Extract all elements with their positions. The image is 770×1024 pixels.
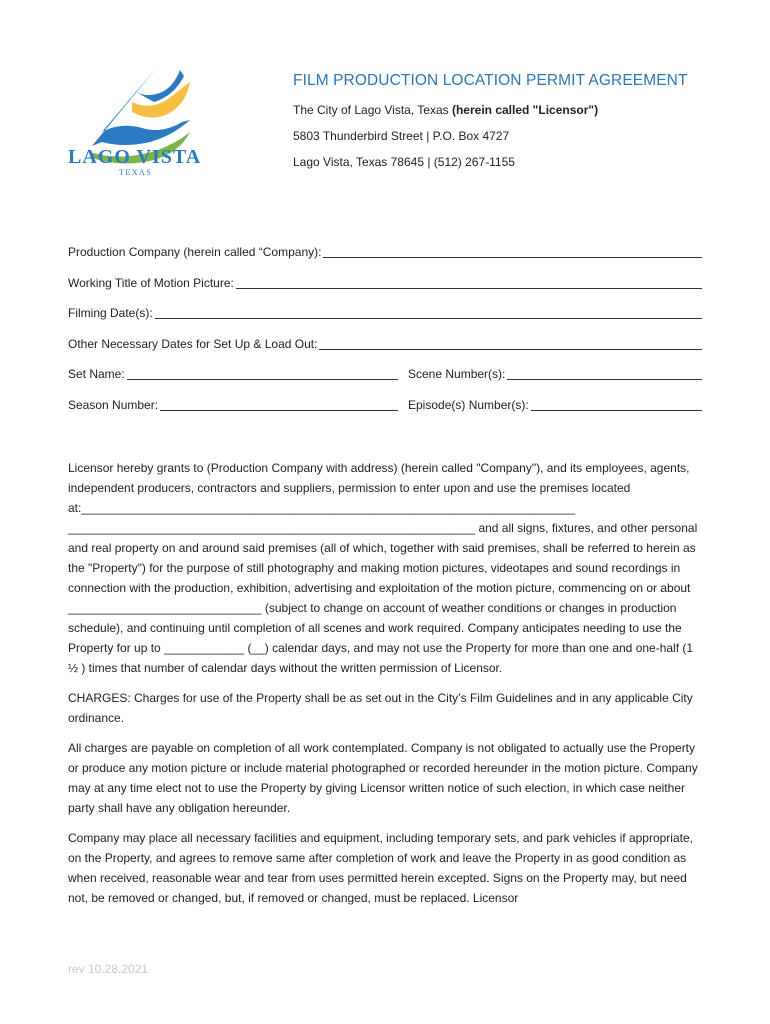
field-label: Filming Date(s): [68, 306, 153, 320]
field-label: Episode(s) Number(s): [408, 397, 529, 412]
city-phone-line: Lago Vista, Texas 78645 | (512) 267-1155 [293, 155, 515, 169]
charges-paragraph: CHARGES: Charges for use of the Property shall be as set out in the City’s Film Guidelines and in any applicable City ordinance. [68, 691, 693, 725]
field-label: Production Company (herein called “Company): [68, 245, 322, 259]
agreement-body [68, 458, 704, 918]
season-number-input[interactable] [160, 398, 398, 411]
working-title-input[interactable] [236, 276, 702, 289]
field-label: Season Number: [68, 397, 159, 412]
licensor-line [293, 103, 688, 117]
licensor-name: The City of Lago Vista, Texas [293, 103, 452, 117]
scene-numbers-input[interactable] [507, 367, 702, 380]
grant-paragraph: Licensor hereby grants to (Production Company with address) (herein called "Company"), and its employees, agents, independent producers, contractors and suppliers, permission to enter upon and use the premises located at:__________________________________________________________________________ _____________________________________________________________ and all signs, fixtures, and other personal and real property on and around said premises (all of which, together with said premises, shall be referred to herein as the "Property") for the purpose of still photography and making motion pictures, videotapes and sound recordings in connection with the production, exhibition, advertising and exploitation of the motion picture, commencing on or about _____________________________ (subject to change on account of weather conditions or changes in production schedule), and continuing until completion of all scenes and work required. Company anticipates needing to use the Property for up to ____________ (__) calendar days, and may not use the Property for more than one and one-half (1 ½ ) times that number of calendar days without the written permission of Licensor. [68, 461, 698, 675]
revision-footer: rev 10.28.2021 [68, 962, 149, 976]
logo-name: LAGO VISTA [68, 146, 202, 168]
licensor-label: (herein called "Licensor") [451, 103, 599, 117]
field-label: Set Name: [68, 367, 125, 381]
filming-dates-input[interactable] [155, 306, 702, 319]
set-scene-row [68, 367, 702, 398]
episode-numbers-input[interactable] [531, 398, 702, 411]
form-fields [68, 245, 702, 428]
set-name-input[interactable] [127, 367, 398, 380]
document-header [293, 72, 688, 181]
field-label: Working Title of Motion Picture: [68, 275, 234, 290]
logo-subtitle: TEXAS [119, 168, 153, 177]
season-episode-row [68, 398, 702, 429]
field-label: Scene Number(s): [408, 367, 506, 381]
field-label: Other Necessary Dates for Set Up & Load Out: [68, 336, 318, 351]
other-dates-input[interactable] [319, 337, 702, 350]
facilities-paragraph: Company may place all necessary facilities and equipment, including temporary sets, and park vehicles if appropriate, on the Property, and agrees to remove same after completion of work and leave the Property in as good condition as when received, reasonable wear and tear from uses permitted herein excepted. Signs on the Property may, but need not, be removed or changed, but, if removed or changed, must be replaced. Licensor [68, 831, 693, 905]
document-title: FILM PRODUCTION LOCATION PERMIT AGREEMENT [293, 72, 688, 89]
address-line: 5803 Thunderbird Street | P.O. Box 4727 [293, 129, 510, 143]
production-company-input[interactable] [323, 245, 702, 258]
working-title-field [68, 276, 702, 307]
other-dates-field [68, 337, 702, 368]
payment-paragraph: All charges are payable on completion of all work contemplated. Company is not obligated to actually use the Property or produce any motion picture or include material photographed or recorded hereunder in the motion picture. Company may at any time elect not to use the Property by giving Licensor written notice of such election, in which case neither party shall have any obligation hereunder. [68, 741, 698, 815]
filming-dates-field [68, 306, 702, 337]
production-company-field [68, 245, 702, 276]
